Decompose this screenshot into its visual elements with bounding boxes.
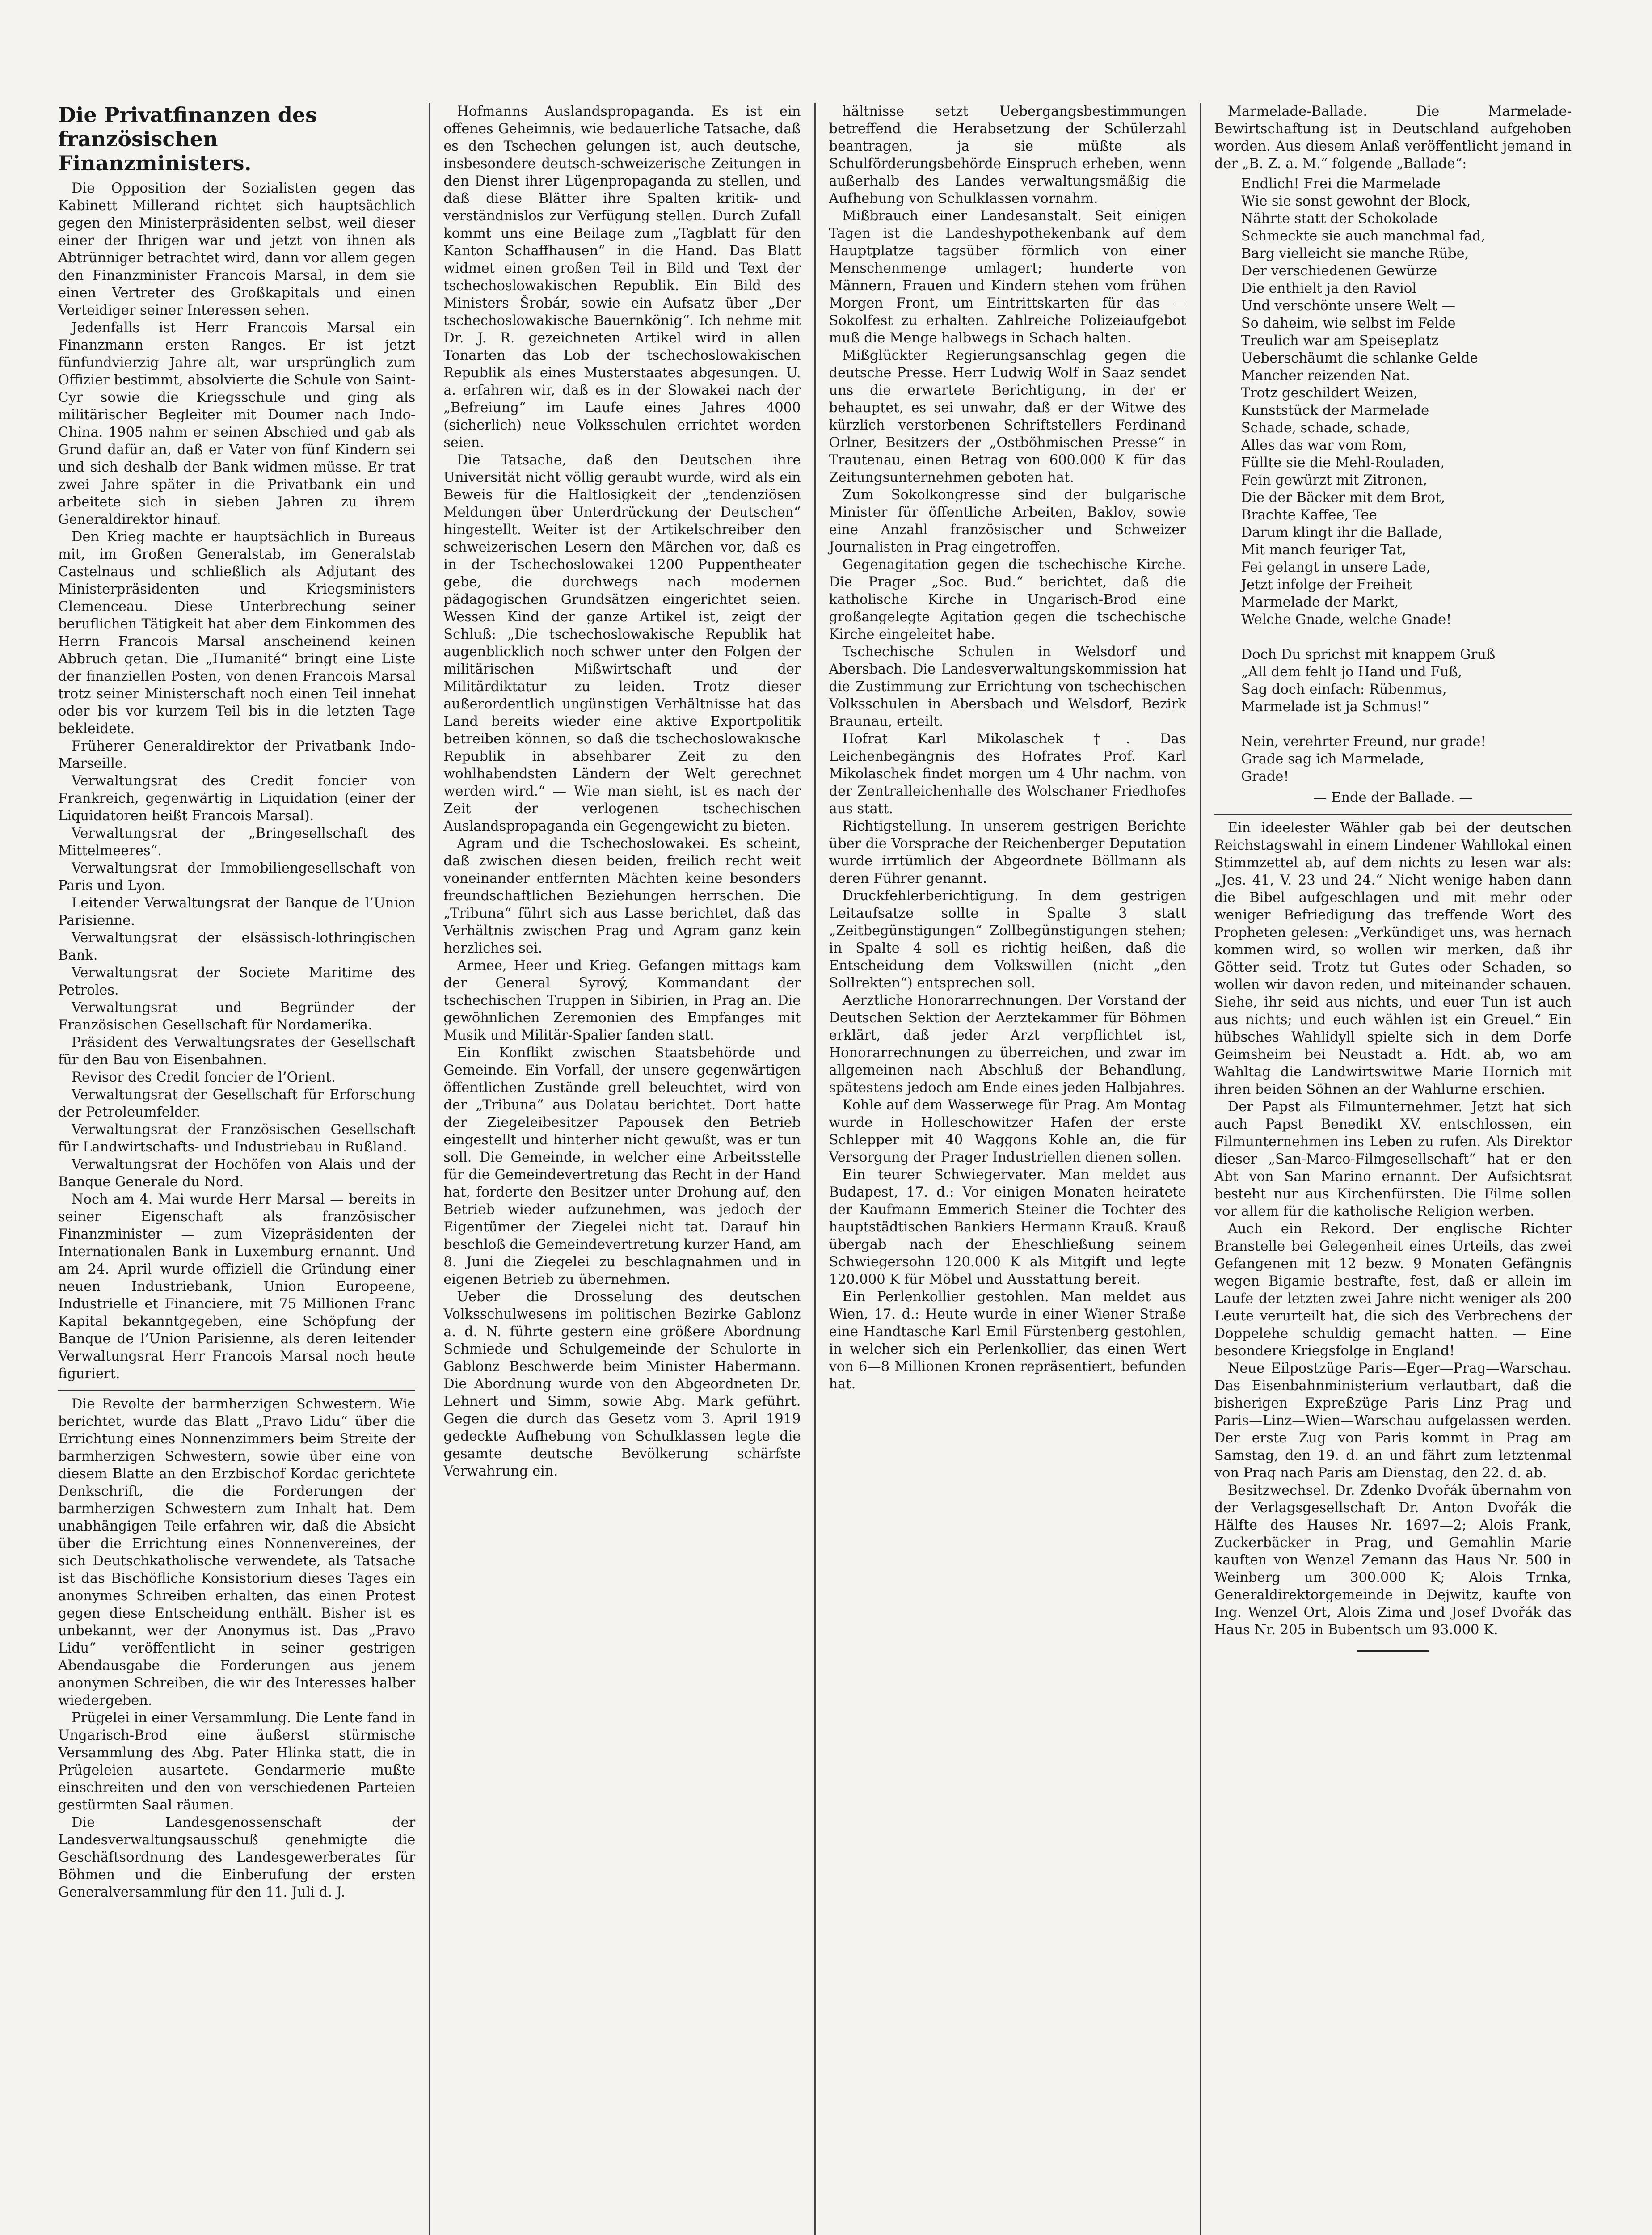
article-paragraph: Leitender Verwaltungsrat der Banque de l’Union Parisienne. [58, 895, 416, 928]
article [1214, 103, 1572, 806]
article-paragraph: Agram und die Tschechoslowakei. Es scheint, daß zwischen diesen beiden, freilich recht weit voneinander entfernten Mächten keine besonders freundschaftlichen Beziehungen herrschen. Die „Tribuna“ führt sich aus Lasse berichtet, daß das Verhältnis zwischen Prag und Agram ganz kein herzliches sei. [443, 836, 801, 956]
article-paragraph: Jedenfalls ist Herr Francois Marsal ein Finanzmann ersten Ranges. Er ist jetzt fünfundvierzig Jahre alt, war ursprünglich zum Offizier bestimmt, absolvierte die Schule von Saint-Cyr sowie die Kriegsschule und ging als militärischer Begleiter mit Doumer nach Indo-China. 1905 nahm er seinen Abschied und gab als Grund dafür an, daß er Vater von fünf Kindern sei und sich deshalb der Bank widmen müsse. Er trat zwei Jahre später in die Privatbank ein und arbeitete sich in sieben Jahren zu ihrem Generaldirektor hinauf. [58, 320, 416, 527]
article-paragraph: Ein Perlenkollier gestohlen. Man meldet aus Wien, 17. d.: Heute wurde in einer Wiener Straße eine Handtasche Karl Emil Fürstenberg gestohlen, in welcher sich ein Perlenkollier, das einen Wert von 6—8 Millionen Kronen repräsentiert, befunden hat. [829, 1289, 1186, 1392]
article-headline: Die Privatfinanzen des französischen Finanzministers. [58, 103, 317, 175]
article-paragraph: Marmelade-Ballade. Die Marmelade-Bewirtschaftung ist in Deutschland aufgehoben worden. Aus diesem Anlaß veröffentlicht jemand in der „B. Z. a. M.“ folgende „Ballade“: [1214, 104, 1572, 172]
article-paragraph: Verwaltungsrat der Französischen Gesellschaft für Landwirtschafts- und Industriebau in Rußland. [58, 1122, 416, 1155]
poem-verse: Endlich! Frei die Marmelade Wie sie sonst gewohnt der Block, Nährte statt der Schokolade Schmeckte sie auch manchmal fad, Barg vielleicht sie manche Rübe, Der verschiedenen Gewürze Die enthielt ja den Raviol Und verschönte unsere Welt — So daheim, wie selbst im Felde Treulich war am Speiseplatz Ueberschäumt die schlanke Gelde Mancher reizenden Nat. Trotz geschildert Weizen, Kunststück der Marmelade Schade, schade, schade, Alles das war vom Rom, Füllte sie die Mehl-Rouladen, Fein gewürzt mit Zitronen, Die der Bäcker mit dem Brot, Brachte Kaffee, Tee Darum klingt ihr die Ballade, Mit manch feuriger Tat, Fei gelangt in unsere Lade, Jetzt infolge der Freiheit Marmelade der Markt, Welche Gnade, welche Gnade! Doch Du sprichst mit knappem Gruß „All dem fehlt jo Hand und Fuß, Sag doch einfach: Rübenmus, Marmelade ist ja Schmus!“ Nein, verehrter Freund, nur grade! Grade sag ich Marmelade, Grade! [1241, 176, 1496, 784]
article-paragraph: Gegenagitation gegen die tschechische Kirche. Die Prager „Soc. Bud.“ berichtet, daß die katholische Kirche in Ungarisch-Brod eine großangelegte Agitation gegen die tschechische Kirche eingeleitet habe. [829, 557, 1186, 642]
article [1214, 814, 1572, 1639]
article-paragraph: Verwaltungsrat des Credit foncier von Frankreich, gegenwärtig in Liquidation (einer der Liquidatoren heißt Francois Marsal). [58, 773, 416, 824]
article-paragraph: Verwaltungsrat der elsässisch-lothringischen Bank. [58, 930, 416, 963]
article-paragraph: Noch am 4. Mai wurde Herr Marsal — bereits in seiner Eigenschaft als französischer Finanzminister — zum Vizepräsidenten der Internationalen Bank in Luxemburg ernannt. Und am 24. April wurde offiziell die Gründung einer neuen Industriebank, Union Europeene, Industrielle et Financiere, mit 75 Millionen Franc Kapital bekanntgegeben, eine Schöpfung der Banque de l’Union Parisienne, als deren leitender Verwaltungsrat Herr Francois Marsal noch heute figuriert. [58, 1192, 416, 1382]
article-paragraph: Hofrat Karl Mikolaschek †. Das Leichenbegängnis des Hofrates Prof. Karl Mikolaschek findet morgen um 4 Uhr nachm. von der Zentralleichenhalle des Wolschaner Friedhofes aus statt. [829, 731, 1186, 817]
article-paragraph: hältnisse setzt Uebergangsbestimmungen betreffend die Herabsetzung der Schülerzahl beantragen, ja sie müßte als Schulförderungsbehörde Einspruch erheben, wenn außerhalb des Landes verwaltungsmäßig die Aufhebung von Schulklassen vornahm. [829, 104, 1186, 207]
article-paragraph: Präsident des Verwaltungsrates der Gesellschaft für den Bau von Eisenbahnen. [58, 1035, 416, 1068]
article [58, 103, 415, 1383]
article-paragraph: Auch ein Rekord. Der englische Richter Branstelle bei Gelegenheit eines Urteils, das zwei Gefangenen mit 12 bezw. 9 Monaten Gefängnis wegen Bigamie bestrafte, fest, daß er allein im Laufe der letzten zwei Jahre nicht weniger als 200 Leute verurteilt hat, die sich des Verbrechens der Doppelehe schuldig gemacht hatten. — Eine besondere Kriegsfolge in England! [1214, 1221, 1572, 1359]
article-paragraph: Prügelei in einer Versammlung. Die Lente fand in Ungarisch-Brod eine äußerst stürmische Versammlung des Abg. Pater Hlinka statt, die in Prügeleien ausartete. Gendarmerie mußte einschreiten und den von verschiedenen Parteien gestürmten Saal räumen. [58, 1710, 416, 1813]
article-paragraph: Verwaltungsrat der Hochöfen von Alais und der Banque Generale du Nord. [58, 1157, 416, 1190]
article-paragraph: Die Revolte der barmherzigen Schwestern. Wie berichtet, wurde das Blatt „Pravo Lidu“ über die Errichtung eines Nonnenzimmers beim Streite der barmherzigen Schwestern, sowie über eine von diesem Blatte an den Erzbischof Kordac gerichtete Denkschrift, die die Forderungen der barmherzigen Schwestern zum Inhalt hat. Dem unabhängigen Teile erfahren wir, daß die Absicht über die Errichtung eines Nonnenvereines, der sich Deutschkatholische verwendete, als Tatsache ist das Bischöfliche Konsistorium dieses Tages ein anonymes Schreiben erhalten, das einen Protest gegen diese Entscheidung enthält. Bisher ist es unbekannt, wer der Anonymus ist. Das „Pravo Lidu“ veröffentlicht in seiner gestrigen Abendausgabe die Forderungen aus jenem anonymen Schreiben, die wir des Interesses halber wiedergeben. [58, 1396, 416, 1708]
article-paragraph: Den Krieg machte er hauptsächlich in Bureaus mit, im Großen Generalstab, im Generalstab Castelnaus und schließlich als Adjutant des Ministerpräsidenten und Kriegsministers Clemenceau. Diese Unterbrechung seiner beruflichen Tätigkeit hat aber dem Einkommen des Herrn Francois Marsal anscheinend keinen Abbruch getan. Die „Humanité“ bringt eine Liste der finanziellen Posten, von denen Francois Marsal trotz seiner Ministerschaft noch einen Teil innehat oder bis vor kurzem Teil bis in die letzten Tage bekleidete. [58, 529, 416, 737]
poem-closing: — Ende der Ballade. — [1313, 790, 1473, 805]
column-3 [814, 103, 1200, 2235]
column-2 [429, 103, 814, 2235]
article-paragraph: Neue Eilpostzüge Paris—Eger—Prag—Warschau. Das Eisenbahnministerium verlautbart, daß die bisherigen Expreßzüge Paris—Linz—Prag und Paris—Linz—Wien—Warschau aufgelassen werden. Der erste Zug von Paris kommt in Prag am Samstag, den 19. d. an und fährt zum letztenmal von Prag nach Paris am Dienstag, den 22. d. ab. [1214, 1361, 1572, 1481]
article-paragraph: Mißglückter Regierungsanschlag gegen die deutsche Presse. Herr Ludwig Wolf in Saaz sendet uns die erwartete Berichtigung, in der er behauptet, es sei unwahr, daß er der Witwe des kürzlich verstorbenen Schriftstellers Ferdinand Orlner, Besitzers der „Ostböhmischen Presse“ in Trautenau, einen Betrag von 600.000 K für das Zeitungsunternehmen geboten hat. [829, 348, 1186, 485]
article-paragraph: Hofmanns Auslandspropaganda. Es ist ein offenes Geheimnis, wie bedauerliche Tatsache, daß es den Tschechen gelungen ist, auch deutsche, insbesondere deutsch-schweizerische Zeitungen in den Dienst ihrer Lügenpropaganda zu stellen, und daß diese Blätter ihre Spalten kritik- und verständnislos zur Verfügung stellen. Durch Zufall kommt uns eine Beilage zum „Tagblatt für den Kanton Schaffhausen“ in die Hand. Das Blatt widmet einen großen Teil in Bild und Text der tschechoslowakischen Republik. Ein Bild des Ministers Šrobár, sowie ein Aufsatz über „Der tschechoslowakische Bauernkönig“. Ich nehme mit Dr. J. R. gezeichneten Artikel wird in allen Tonarten das Lob der tschechoslowakischen Republik als eines Musterstaates abgesungen. U. a. erfahren wir, daß es in der Slowakei nach der „Befreiung“ im Laufe eines Jahres 4000 (sicherlich) neue Volksschulen errichtet worden seien. [443, 104, 801, 451]
article-paragraph: Verwaltungsrat der Societe Maritime des Petroles. [58, 965, 416, 998]
article [829, 103, 1186, 1393]
article-paragraph: Revisor des Credit foncier de l’Orient. [72, 1070, 336, 1085]
article-paragraph: Tschechische Schulen in Welsdorf und Abersbach. Die Landesverwaltungskommission hat die Zustimmung zur Errichtung von tschechischen Volksschulen in Abersbach und Welsdorf, Bezirk Braunau, erteilt. [829, 644, 1186, 730]
article-paragraph: Zum Sokolkongresse sind der bulgarische Minister für öffentliche Arbeiten, Baklov, sowie eine Anzahl französischer und Schweizer Journalisten in Prag eingetroffen. [829, 487, 1186, 555]
article-paragraph: Besitzwechsel. Dr. Zdenko Dvořák übernahm von der Verlagsgesellschaft Dr. Anton Dvořák die Hälfte des Hauses Nr. 1697—2; Alois Frank, Zuckerbäcker in Prag, und Gemahlin Marie kauften von Wenzel Zemann das Haus Nr. 500 in Weinberg um 300.000 K; Alois Trnka, Generaldirektorgemeinde in Dejwitz, kaufte von Ing. Wenzel Ort, Alois Zima und Josef Dvořák das Haus Nr. 205 in Bubentsch um 93.000 K. [1214, 1483, 1572, 1638]
column-1 [45, 103, 429, 2235]
columns-container [45, 103, 1585, 2235]
article-paragraph: Verwaltungsrat der Gesellschaft für Erforschung der Petroleumfelder. [58, 1087, 416, 1120]
article-paragraph: Ein Konflikt zwischen Staatsbehörde und Gemeinde. Ein Vorfall, der unsere gegenwärtigen öffentlichen Zustände grell beleuchtet, wird von der „Tribuna“ aus Dolatau berichtet. Dort hatte der Ziegeleibesitzer Papousek den Betrieb eingestellt und hinterher nicht gewußt, was er tun soll. Die Gemeinde, in welcher eine Arbeitsstelle für die Gemeindevertretung das Recht in der Hand hat, forderte den Besitzer unter Drohung auf, den Betrieb wieder aufzunehmen, was jedoch der Eigentümer der Ziegelei nicht tat. Darauf hin beschloß die Gemeindevertretung kurzer Hand, am 8. Juni die Ziegelei zu beschlagnahmen und in eigenen Betrieb zu übernehmen. [443, 1045, 801, 1287]
article-paragraph: Verwaltungsrat der Immobiliengesellschaft von Paris und Lyon. [58, 860, 416, 894]
article-paragraph: Früherer Generaldirektor der Privatbank Indo-Marseille. [58, 738, 416, 772]
end-rule [1357, 1650, 1429, 1652]
article-paragraph: Der Papst als Filmunternehmer. Jetzt hat sich auch Papst Benedikt XV. entschlossen, ein Filmunternehmen ins Leben zu rufen. Als Direktor dieser „San-Marco-Filmgesellschaft“ hat er den Abt von San Marino ernannt. Der Aufsichtsrat besteht nur aus Kirchenfürsten. Die Filme sollen vor allem für die katholische Religion werben. [1214, 1099, 1572, 1219]
article-paragraph: Verwaltungsrat und Begründer der Französischen Gesellschaft für Nordamerika. [58, 1000, 416, 1033]
column-4 [1200, 103, 1585, 2235]
article-paragraph: Aerztliche Honorarrechnungen. Der Vorstand der Deutschen Sektion der Aerztekammer für Böhmen erklärt, daß jeder Arzt verpflichtet ist, Honorarrechnungen zu überreichen, und zwar im allgemeinen nach Abschluß der Behandlung, spätestens jedoch am Ende eines jeden Halbjahres. [829, 993, 1186, 1096]
article-paragraph: Kohle auf dem Wasserwege für Prag. Am Montag wurde in Holleschowitzer Hafen der erste Schlepper mit 40 Waggons Kohle an, die für Versorgung der Prager Industriellen dienen sollen. [829, 1097, 1186, 1165]
article-paragraph: Armee, Heer und Krieg. Gefangen mittags kam der General Syrový, Kommandant der tschechischen Truppen in Sibirien, in Prag an. Die gewöhnlichen Zeremonien des Empfanges mit Musik und Militär-Spalier fanden statt. [443, 958, 801, 1043]
article-paragraph: Ueber die Drosselung des deutschen Volksschulwesens im politischen Bezirke Gablonz a. d. N. führte gestern eine größere Abordnung Schmiede und Schulgemeinde der Schulorte in Gablonz Beschwerde beim Minister Habermann. Die Abordnung wurde von den Abgeordneten Dr. Lehnert und Simm, sowie Abg. Mark geführt. Gegen die durch das Gesetz vom 3. April 1919 gedeckte Aufhebung von Schulklassen legte die gesamte deutsche Bevölkerung schärfste Verwahrung ein. [443, 1289, 801, 1479]
article-paragraph: Ein teurer Schwiegervater. Man meldet aus Budapest, 17. d.: Vor einigen Monaten heiratete der Kaufmann Emmerich Steiner die Tochter des hauptstädtischen Bankiers Hermann Krauß. Krauß übergab nach der Eheschließung seinem Schwiegersohn 120.000 K als Mitgift und legte 120.000 K für Möbel und Ausstattung bereit. [829, 1167, 1186, 1287]
article-paragraph: Richtigstellung. In unserem gestrigen Berichte über die Vorsprache der Reichenberger Deputation wurde irrtümlich der Abgeordnete Böllmann als deren Führer genannt. [829, 818, 1186, 886]
article-paragraph: Verwaltungsrat der „Bringesellschaft des Mittelmeeres“. [58, 826, 416, 859]
article-paragraph: Ein ideelester Wähler gab bei der deutschen Reichstagswahl in einem Lindener Wahllokal einen Stimmzettel ab, auf dem nichts zu lesen war als: „Jes. 41, V. 23 und 24.“ Nicht wenige haben dann die Bibel aufgeschlagen und mit mehr oder weniger Befriedigung das treffende Wort des Propheten gelesen: „Verkündiget uns, was hernach kommen wird, so wollen wir merken, daß ihr Götter seid. Trotz tut Gutes oder Schaden, so wollen wir davon reden, und miteinander schauen. Siehe, ihr seid aus nichts, und euer Tun ist auch aus nichts; und euch wählen ist ein Greuel.“ Ein hübsches Wahlidyll spielte sich in dem Dorfe Geimsheim bei Neustadt a. Hdt. ab, wo am Wahltag die Landwirtswitwe Marie Hornich mit ihren beiden Söhnen an der Wahlurne erschien. [1214, 820, 1572, 1097]
article-paragraph: Mißbrauch einer Landesanstalt. Seit einigen Tagen ist die Landeshypothekenbank auf dem Hauptplatze tagsüber förmlich von einer Menschenmenge umlagert; hunderte von Männern, Frauen und Kindern stehen vom frühen Morgen Front, um Eintrittskarten für das — Sokolfest zu erhalten. Zahlreiche Polizeiaufgebot muß die Menge halbwegs in Schach halten. [829, 208, 1186, 346]
article [58, 1390, 415, 1901]
article-paragraph: Druckfehlerberichtigung. In dem gestrigen Leitaufsatze sollte in Spalte 3 statt „Zeitbegünstigungen“ Zollbegünstigungen stehen; in Spalte 4 soll es richtig heißen, daß die Entscheidung dem Volkswillen (nicht „den Sollrekten“) entsprechen soll. [829, 888, 1186, 991]
article-paragraph: Die Opposition der Sozialisten gegen das Kabinett Millerand richtet sich hauptsächlich gegen den Ministerpräsidenten selbst, weil dieser einer der Ihrigen war und jetzt von ihnen als Abtrünniger betrachtet wird, dann vor allem gegen den Finanzminister Francois Marsal, in dem sie einen Vertreter des Großkapitals und einen Verteidiger seiner Interessen sehen. [58, 181, 416, 318]
article-paragraph: Die Tatsache, daß den Deutschen ihre Universität nicht völlig geraubt wurde, wird als ein Beweis für die Haltlosigkeit der „tendenziösen Meldungen über Unterdrückung der Deutschen“ hingestellt. Weiter ist der Artikelschreiber den schweizerischen Lesern den Märchen vor, daß es in der Tschechoslowakei 1200 Puppentheater gebe, die durchwegs nach modernen pädagogischen Grundsätzen eingerichtet seien. Wessen Kind der ganze Artikel ist, zeigt der Schluß: „Die tschechoslowakische Republik hat augenblicklich noch schwer unter den Folgen der militärischen Mißwirtschaft und der Militärdiktatur zu leiden. Trotz dieser außerordentlich ungünstigen Verhältnisse hat das Land bereits wieder eine aktive Exportpolitik betreiben können, so daß die tschechoslowakische Republik in absehbarer Zeit zu den wohlhabendsten Ländern der Welt gerechnet werden wird.“ — Wie man sieht, ist es nach der Zeit der verlogenen tschechischen Auslandspropaganda ein Gegengewicht zu bieten. [443, 452, 801, 834]
article [443, 103, 801, 1480]
article-paragraph: Die Landesgenossenschaft der Landesverwaltungsausschuß genehmigte die Geschäftsordnung des Landesgewerberates für Böhmen und die Einberufung der ersten Generalversammlung für den 11. Juli d. J. [58, 1815, 416, 1900]
